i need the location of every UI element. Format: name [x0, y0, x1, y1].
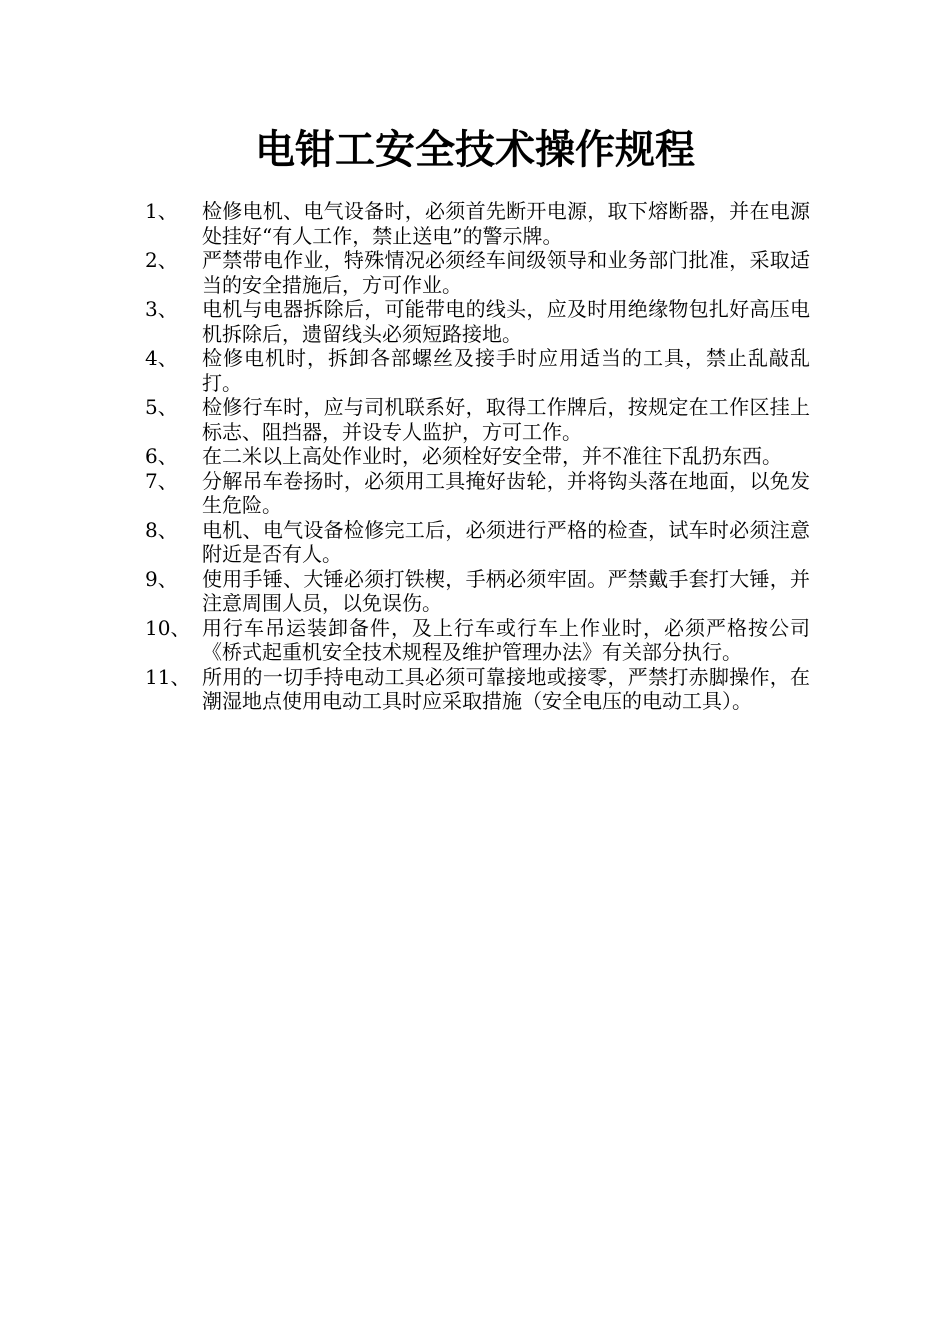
rule-text: 检修电机时，拆卸各部螺丝及接手时应用适当的工具，禁止乱敲乱打。: [202, 346, 810, 395]
rule-number: 5、: [145, 395, 178, 419]
list-item: [145, 297, 810, 346]
rule-text: 所用的一切手持电动工具必须可靠接地或接零，严禁打赤脚操作，在潮湿地点使用电动工具时应采取措施（安全电压的电动工具）。: [202, 664, 810, 713]
rule-text: 使用手锤、大锤必须打铁楔，手柄必须牢固。严禁戴手套打大锤，并注意周围人员，以免误伤。: [202, 566, 810, 615]
rule-text: 电机与电器拆除后，可能带电的线头，应及时用绝缘物包扎好高压电机拆除后，遗留线头必须短路接地。: [202, 297, 810, 346]
list-item: [145, 248, 810, 297]
rule-text: 检修行车时，应与司机联系好，取得工作牌后，按规定在工作区挂上标志、阻挡器，并设专人监护，方可工作。: [202, 395, 810, 444]
rule-number: 7、: [145, 468, 178, 493]
list-item: [145, 469, 810, 518]
rule-number: 2、: [145, 248, 178, 272]
list-item: [145, 518, 810, 567]
list-item: [145, 665, 810, 714]
rule-number: 10、: [145, 615, 191, 640]
rule-number: 4、: [145, 346, 178, 370]
rule-text: 分解吊车卷扬时，必须用工具掩好齿轮，并将钩头落在地面，以免发生危险。: [202, 468, 810, 517]
list-item: [145, 199, 810, 248]
rule-text: 用行车吊运装卸备件，及上行车或行车上作业时，必须严格按公司《桥式起重机安全技术规程及维护管理办法》有关部分执行。: [202, 615, 810, 664]
rule-number: 6、: [145, 444, 178, 468]
page-title: 电钳工安全技术操作规程: [255, 126, 695, 173]
rule-number: 11、: [145, 664, 191, 689]
rule-number: 1、: [145, 199, 178, 223]
list-item: [145, 567, 810, 616]
rule-text: 在二米以上高处作业时，必须栓好安全带，并不准往下乱扔东西。: [202, 444, 782, 468]
list-item: [145, 616, 810, 665]
rule-number: 8、: [145, 517, 178, 542]
rules-list: [145, 199, 810, 714]
list-item: [145, 346, 810, 395]
rule-number: 3、: [145, 297, 178, 321]
rule-text: 严禁带电作业，特殊情况必须经车间级领导和业务部门批准，采取适当的安全措施后，方可作业。: [202, 248, 810, 297]
list-item: [145, 444, 810, 469]
rule-text: 电机、电气设备检修完工后，必须进行严格的检查，试车时必须注意附近是否有人。: [202, 517, 810, 566]
rule-number: 9、: [145, 566, 178, 591]
rule-text: 检修电机、电气设备时，必须首先断开电源，取下熔断器，并在电源处挂好“有人工作，禁止送电”的警示牌。: [202, 199, 810, 248]
list-item: [145, 395, 810, 444]
